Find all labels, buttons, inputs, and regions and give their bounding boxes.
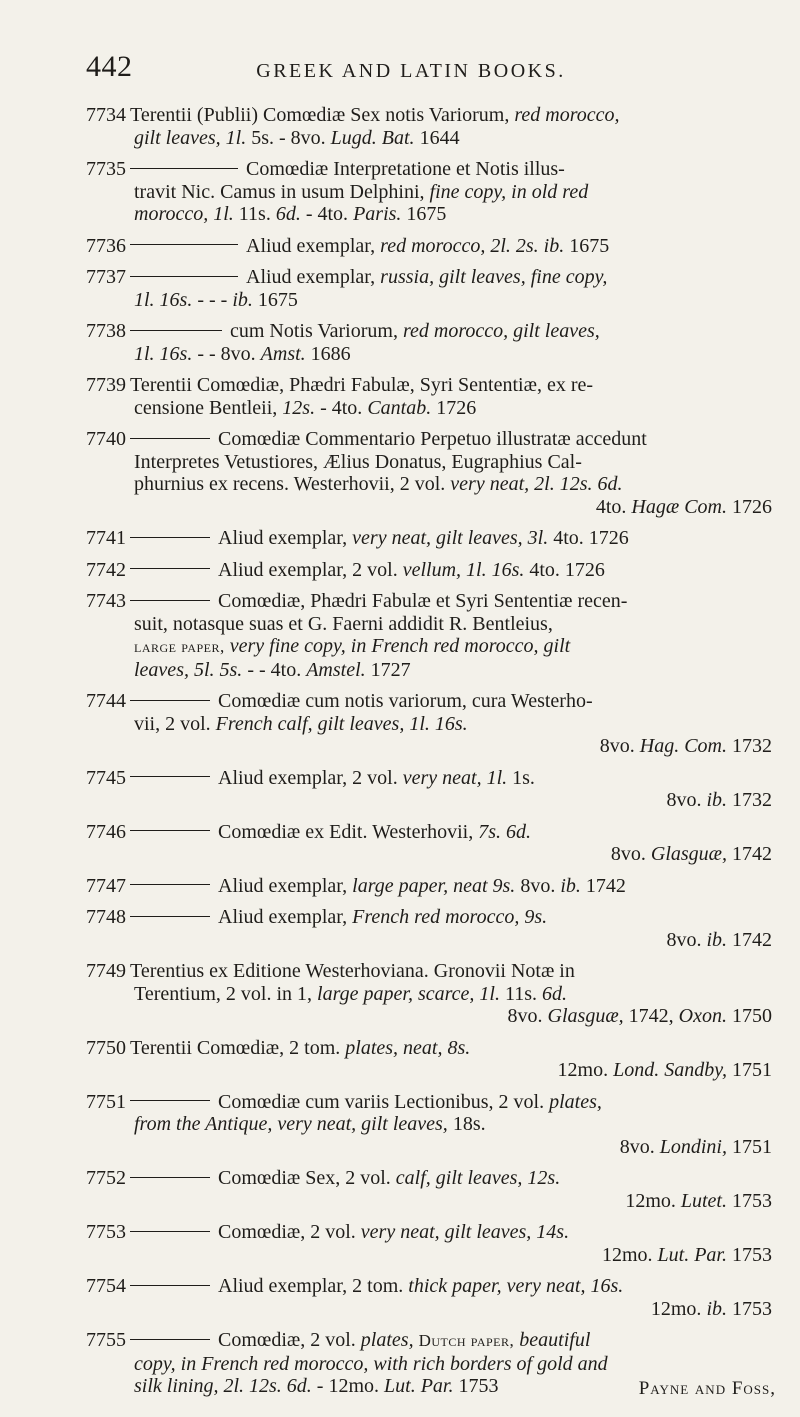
- entry-text: vii, 2 vol.: [134, 712, 216, 735]
- ditto-dash: [130, 438, 210, 439]
- entry-text: 8vo.: [599, 735, 640, 757]
- catalogue-entry: [86, 428, 776, 518]
- page-header: [86, 50, 736, 90]
- small-caps-text: large paper,: [134, 637, 225, 656]
- entry-text: 8vo.: [666, 928, 707, 951]
- entry-number: 7741: [86, 527, 126, 549]
- italic-text: morocco, 1l.: [134, 203, 234, 225]
- entry-number: 7754: [86, 1275, 126, 1297]
- catalogue-entry: [86, 527, 776, 550]
- italic-text: Oxon.: [678, 1005, 727, 1027]
- entry-line: [130, 1059, 776, 1082]
- italic-text: from the Antique, very neat, gilt leaves,: [134, 1113, 448, 1135]
- entry-line: [130, 1221, 776, 1244]
- catalogue-entry: [86, 1221, 776, 1266]
- entry-text: 11s.: [233, 203, 276, 225]
- italic-text: Lut. Par.: [384, 1375, 454, 1397]
- entry-line: [130, 559, 776, 582]
- italic-text: red morocco,: [514, 104, 620, 126]
- italic-text: 6d.: [542, 982, 568, 1005]
- entry-number: 7735: [86, 158, 126, 180]
- entry-line: [130, 875, 776, 898]
- publisher-catchword: Payne and Foss,: [638, 1378, 776, 1399]
- italic-text: 6d.: [275, 203, 301, 225]
- entry-line: [130, 1244, 776, 1267]
- catalogue-entry: [86, 266, 776, 311]
- italic-text: russia, gilt leaves, fine copy,: [380, 266, 608, 288]
- entry-text: 12mo.: [625, 1189, 681, 1212]
- entry-line: [130, 1037, 776, 1060]
- entry-text: 1726: [727, 495, 772, 518]
- italic-text: 1l. 16s.: [134, 342, 193, 365]
- entry-text: Aliud exemplar,: [246, 234, 381, 257]
- entry-line: [130, 821, 776, 844]
- italic-text: very neat, 2l. 12s. 6d.: [450, 473, 623, 495]
- entry-text: 1675: [401, 203, 447, 225]
- entry-text: - 12mo.: [311, 1375, 385, 1397]
- italic-text: Hagæ Com.: [631, 495, 727, 518]
- entry-line: [130, 181, 776, 204]
- entry-text: 1742: [580, 874, 626, 897]
- entry-number: 7755: [86, 1329, 126, 1351]
- italic-text: red morocco, gilt leaves,: [402, 320, 600, 342]
- entry-text: 8vo.: [610, 843, 651, 865]
- italic-text: plates,: [549, 1090, 602, 1113]
- entry-number: 7747: [86, 874, 126, 897]
- entry-text: 8vo.: [515, 874, 561, 897]
- italic-text: thick paper, very neat, 16s.: [408, 1275, 624, 1297]
- entry-line: [130, 374, 776, 397]
- italic-text: 1l. 16s.: [134, 288, 193, 311]
- italic-text: large paper, neat 9s.: [352, 874, 516, 897]
- italic-text: Glasguæ,: [547, 1005, 624, 1027]
- entry-text: 8vo.: [619, 1135, 660, 1158]
- entry-text: cum Notis Variorum,: [230, 320, 403, 342]
- entry-text: 11s.: [499, 982, 543, 1005]
- entry-number: 7739: [86, 374, 126, 396]
- ditto-dash: [130, 1285, 210, 1286]
- ditto-dash: [130, 1339, 210, 1340]
- entry-text: Comœdiæ Interpretatione et Notis illus-: [246, 158, 565, 180]
- entry-line: [130, 527, 776, 550]
- entry-text: Comœdiæ cum notis variorum, cura Westerho-: [218, 690, 593, 712]
- entry-text: 1675: [252, 288, 298, 311]
- catalogue-entry: [86, 590, 776, 681]
- entry-number: 7736: [86, 234, 126, 257]
- entry-line: [130, 104, 776, 127]
- entry-line: [130, 983, 776, 1006]
- catalogue-entries: [86, 104, 776, 1407]
- entry-number: 7743: [86, 590, 126, 612]
- italic-text: 7s. 6d.: [478, 820, 532, 843]
- entry-text: 12mo.: [650, 1297, 707, 1320]
- italic-text: gilt leaves, 1l.: [134, 126, 247, 149]
- italic-text: calf, gilt leaves, 12s.: [395, 1167, 561, 1189]
- entry-text: 4to. 1726: [524, 558, 605, 581]
- italic-text: beautiful: [519, 1329, 591, 1351]
- entry-line: [130, 235, 776, 258]
- entry-line: [130, 1005, 776, 1028]
- catalogue-entry: [86, 1275, 776, 1320]
- ditto-dash: [130, 1231, 210, 1232]
- entry-text: Aliud exemplar,: [218, 906, 353, 928]
- entry-number: 7744: [86, 690, 126, 712]
- entry-line: [130, 1190, 776, 1213]
- entry-number: 7746: [86, 820, 126, 843]
- entry-text: Aliud exemplar,: [246, 266, 381, 288]
- catalogue-entry: [86, 374, 776, 419]
- entry-line: [130, 343, 776, 366]
- entry-line: [130, 289, 776, 312]
- ditto-dash: [130, 1177, 210, 1178]
- entry-text: 1753: [727, 1297, 772, 1320]
- entry-line: [130, 203, 776, 226]
- italic-text: ib.: [232, 288, 253, 311]
- entry-text: - - 8vo.: [192, 342, 261, 365]
- entry-text: 1727: [365, 658, 411, 681]
- italic-text: Lond. Sandby,: [613, 1059, 727, 1081]
- entry-text: Aliud exemplar, 2 vol.: [218, 766, 403, 789]
- page-number: 442: [86, 50, 133, 83]
- italic-text: leaves, 5l. 5s.: [134, 658, 243, 681]
- entry-text: - 4to.: [300, 203, 354, 225]
- ditto-dash: [130, 276, 238, 277]
- ditto-dash: [130, 1100, 210, 1101]
- entry-text: 1753: [453, 1375, 499, 1397]
- entry-text: suit, notasque suas et G. Faerni addidit R. Bentleius,: [134, 612, 553, 635]
- catalogue-entry: [86, 1091, 776, 1159]
- catalogue-entry: [86, 767, 776, 812]
- entry-line: [130, 266, 776, 289]
- entry-text: Aliud exemplar,: [218, 527, 353, 549]
- italic-text: ib.: [706, 1297, 727, 1320]
- entry-text: 8vo.: [666, 789, 707, 811]
- entry-text: Interpretes Vetustiores, Ælius Donatus, Eugraphius Cal-: [134, 450, 582, 473]
- entry-text: 12mo.: [557, 1059, 614, 1081]
- entry-text: 1686: [305, 342, 351, 365]
- catalogue-entry: [86, 559, 776, 582]
- entry-text: 1675: [564, 234, 610, 257]
- entry-line: [130, 843, 776, 866]
- italic-text: French calf, gilt leaves, 1l. 16s.: [215, 712, 468, 735]
- italic-text: silk lining, 2l. 12s. 6d.: [134, 1375, 312, 1397]
- entry-text: - - -: [192, 288, 233, 311]
- italic-text: ib.: [706, 789, 727, 811]
- entry-line: [130, 1329, 776, 1353]
- entry-text: 12mo.: [601, 1243, 658, 1266]
- entry-line: [130, 451, 776, 474]
- ditto-dash: [130, 168, 238, 169]
- running-title: GREEK AND LATIN BOOKS.: [256, 60, 566, 82]
- italic-text: very neat, gilt leaves, 14s.: [360, 1221, 570, 1243]
- entry-text: Aliud exemplar, 2 vol.: [218, 558, 403, 581]
- italic-text: French red morocco, 9s.: [352, 906, 548, 928]
- entry-text: Terentius ex Editione Westerhoviana. Gronovii Notæ in: [130, 960, 575, 982]
- entry-number: 7748: [86, 906, 126, 928]
- ditto-dash: [130, 537, 210, 538]
- entry-text: Comœdiæ cum variis Lectionibus, 2 vol.: [218, 1090, 550, 1113]
- entry-number: 7740: [86, 428, 126, 450]
- entry-text: 1751: [727, 1135, 772, 1158]
- entry-text: censione Bentleii,: [134, 396, 283, 419]
- entry-line: [130, 1136, 776, 1159]
- entry-line: [130, 960, 776, 983]
- entry-line: [130, 428, 776, 451]
- entry-line: [130, 1091, 776, 1114]
- entry-text: Terentii (Publii) Comœdiæ Sex notis Variorum,: [130, 104, 515, 126]
- italic-text: Amstel.: [306, 658, 366, 681]
- catalogue-entry: [86, 821, 776, 866]
- italic-text: fine copy, in old red: [429, 180, 589, 203]
- catalogue-entry: [86, 690, 776, 758]
- entry-line: [130, 397, 776, 420]
- catalogue-entry: [86, 1037, 776, 1082]
- entry-line: [130, 1353, 776, 1376]
- entry-number: 7742: [86, 558, 126, 581]
- italic-text: very neat, gilt leaves, 3l.: [352, 527, 549, 549]
- italic-text: large paper, scarce, 1l.: [317, 982, 500, 1005]
- italic-text: plates,: [360, 1329, 414, 1351]
- entry-line: [130, 590, 776, 613]
- entry-number: 7738: [86, 320, 126, 342]
- catalogue-entry: [86, 906, 776, 951]
- catalogue-entry: [86, 875, 776, 898]
- catalogue-entry: [86, 235, 776, 258]
- entry-text: 1742: [727, 843, 772, 865]
- ditto-dash: [130, 600, 210, 601]
- entry-text: 1750: [727, 1005, 772, 1027]
- entry-line: [130, 1167, 776, 1190]
- entry-text: Terentii Comœdiæ, Phædri Fabulæ, Syri Sententiæ, ex re-: [130, 374, 594, 396]
- italic-text: ib.: [706, 928, 727, 951]
- ditto-dash: [130, 330, 222, 331]
- catalogue-entry: [86, 1167, 776, 1212]
- entry-line: [130, 735, 776, 758]
- entry-line: [130, 690, 776, 713]
- entry-number: 7734: [86, 104, 126, 126]
- italic-text: Londini,: [659, 1135, 727, 1158]
- entry-line: [130, 127, 776, 150]
- entry-text: 4to.: [595, 495, 632, 518]
- entry-text: 4to. 1726: [548, 527, 629, 549]
- entry-text: 1742: [727, 928, 772, 951]
- entry-number: 7753: [86, 1221, 126, 1243]
- entry-text: Comœdiæ, 2 vol.: [218, 1221, 361, 1243]
- italic-text: copy, in French red morocco, with rich borders of gold and: [134, 1352, 608, 1375]
- entry-text: - 4to.: [315, 396, 368, 419]
- entry-text: 8vo.: [507, 1005, 548, 1027]
- entry-line: [130, 1298, 776, 1321]
- italic-text: vellum, 1l. 16s.: [402, 558, 525, 581]
- catalogue-entry: [86, 104, 776, 149]
- entry-text: Comœdiæ Commentario Perpetuo illustratæ accedunt: [218, 428, 647, 450]
- entry-line: [130, 1113, 776, 1136]
- entry-line: [130, 613, 776, 636]
- entry-line: [130, 929, 776, 952]
- entry-text: - - 4to.: [242, 658, 307, 681]
- ditto-dash: [130, 244, 238, 245]
- entry-number: 7751: [86, 1090, 126, 1113]
- entry-number: 7749: [86, 960, 126, 982]
- entry-text: 1s.: [507, 766, 535, 789]
- italic-text: Cantab.: [367, 396, 432, 419]
- entry-text: Terentii Comœdiæ, 2 tom.: [130, 1036, 346, 1059]
- entry-text: Aliud exemplar, 2 tom.: [218, 1275, 409, 1297]
- entry-text: 1726: [431, 396, 477, 419]
- italic-text: Amst.: [260, 342, 306, 365]
- entry-text: 1753: [727, 1243, 772, 1266]
- entry-number: 7737: [86, 266, 126, 288]
- entry-line: [130, 635, 776, 659]
- entry-number: 7750: [86, 1036, 126, 1059]
- small-caps-text: Dutch paper,: [418, 1331, 515, 1350]
- entry-line: [130, 320, 776, 343]
- italic-text: plates, neat, 8s.: [345, 1036, 471, 1059]
- entry-text: Comœdiæ Sex, 2 vol.: [218, 1167, 396, 1189]
- entry-text: 1751: [727, 1059, 772, 1081]
- entry-line: [130, 1275, 776, 1298]
- ditto-dash: [130, 776, 210, 777]
- italic-text: Lutet.: [680, 1189, 727, 1212]
- entry-text: 18s.: [447, 1113, 486, 1135]
- ditto-dash: [130, 916, 210, 917]
- entry-text: 1753: [727, 1189, 772, 1212]
- ditto-dash: [130, 568, 210, 569]
- ditto-dash: [130, 700, 210, 701]
- entry-text: Comœdiæ ex Edit. Westerhovii,: [218, 820, 479, 843]
- italic-text: Glasguæ,: [650, 843, 727, 865]
- italic-text: Lugd. Bat.: [330, 126, 415, 149]
- italic-text: Paris.: [353, 203, 402, 225]
- italic-text: ib.: [560, 874, 581, 897]
- entry-text: phurnius ex recens. Westerhovii, 2 vol.: [134, 473, 451, 495]
- ditto-dash: [130, 830, 210, 831]
- entry-text: Aliud exemplar,: [218, 874, 353, 897]
- entry-text: 1644: [414, 126, 460, 149]
- entry-text: 1742,: [623, 1005, 679, 1027]
- entry-text: 1732: [727, 735, 772, 757]
- italic-text: Hag. Com.: [639, 735, 727, 757]
- italic-text: very neat, 1l.: [402, 766, 508, 789]
- entry-text: travit Nic. Camus in usum Delphini,: [134, 180, 430, 203]
- entry-number: 7745: [86, 766, 126, 789]
- entry-line: [130, 659, 776, 682]
- catalogue-entry: [86, 158, 776, 226]
- entry-text: Comœdiæ, 2 vol.: [218, 1329, 361, 1351]
- entry-line: [130, 767, 776, 790]
- entry-line: [130, 906, 776, 929]
- entry-number: 7752: [86, 1167, 126, 1189]
- entry-text: 5s. - 8vo.: [246, 126, 331, 149]
- catalogue-entry: [86, 960, 776, 1028]
- entry-text: Terentium, 2 vol. in 1,: [134, 982, 318, 1005]
- entry-line: [130, 158, 776, 181]
- entry-line: [130, 713, 776, 736]
- italic-text: red morocco, 2l. 2s. ib.: [380, 234, 565, 257]
- entry-line: [130, 496, 776, 519]
- catalogue-entry: [86, 320, 776, 365]
- entry-text: 1732: [727, 789, 772, 811]
- ditto-dash: [130, 884, 210, 885]
- entry-line: [130, 789, 776, 812]
- italic-text: Lut. Par.: [657, 1243, 727, 1266]
- italic-text: very fine copy, in French red morocco, gilt: [229, 635, 571, 657]
- entry-text: Comœdiæ, Phædri Fabulæ et Syri Sententiæ recen-: [218, 590, 628, 612]
- entry-line: [130, 473, 776, 496]
- italic-text: 12s.: [282, 396, 316, 419]
